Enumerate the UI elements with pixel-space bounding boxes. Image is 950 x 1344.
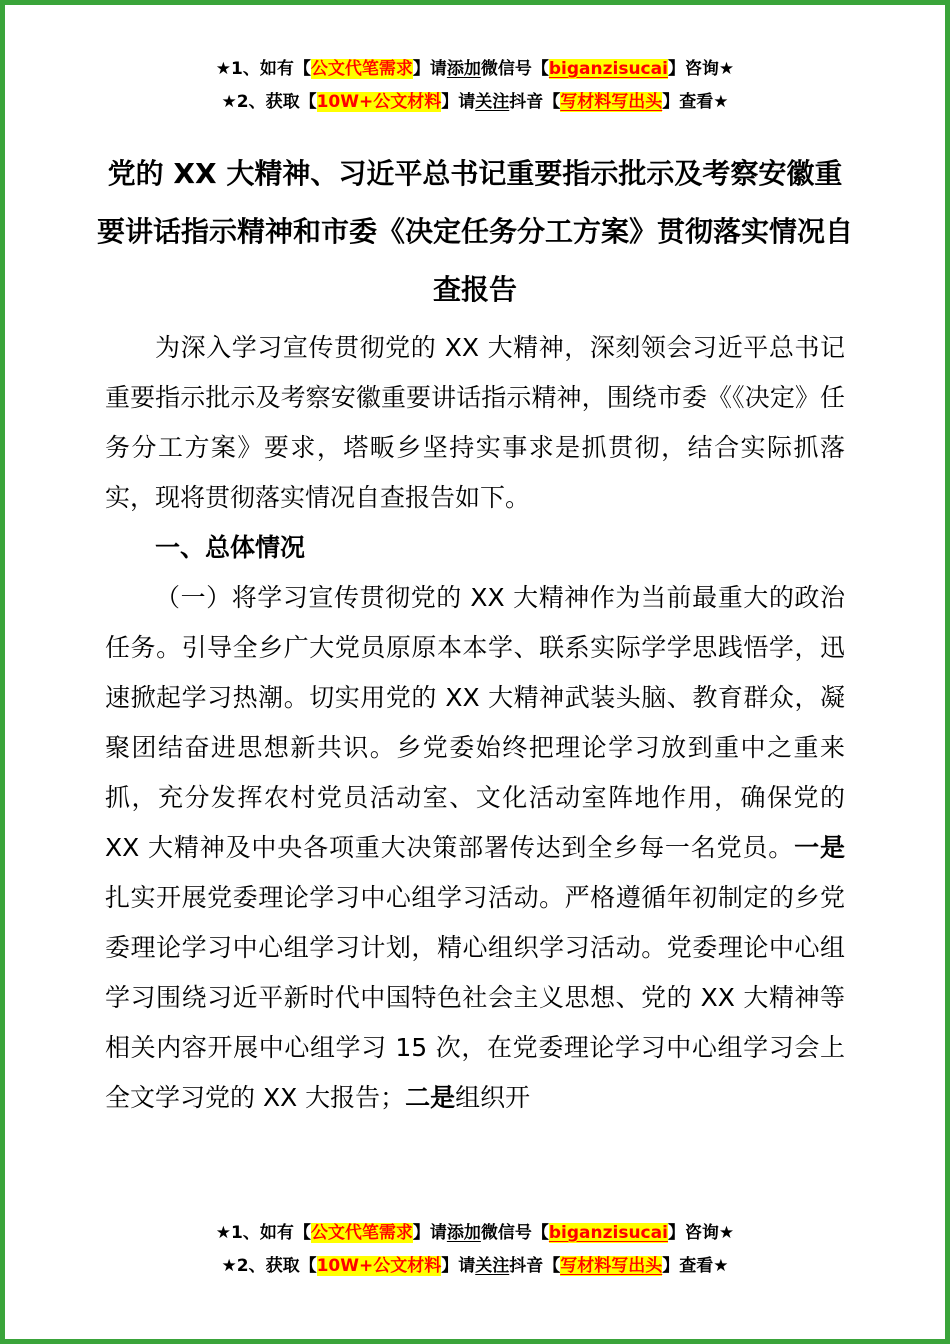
banner-segment: ★1、如有【	[215, 59, 311, 79]
banner-segment: 】请	[441, 1256, 476, 1276]
banner-segment: ★1、如有【	[215, 1223, 311, 1243]
banner-segment: 】请	[441, 92, 476, 112]
banner-segment: 抖音【	[509, 92, 561, 112]
promo-footer	[5, 1217, 945, 1283]
banner-segment: 写材料写出头	[560, 1256, 663, 1276]
banner-segment: 】请	[412, 1223, 447, 1243]
banner-segment: 】查看★	[662, 1256, 729, 1276]
banner-segment: 微信号【	[480, 59, 549, 79]
banner-segment: 10W+公文材料	[316, 92, 442, 112]
text-run: （一）将学习宣传贯彻党的 XX 大精神作为当前最重大的政治任务。引导全乡广大党员原原本本学、联系实际学学思践悟学，迅速掀起学习热潮。切实用党的 XX 大精神武装头脑、教育群众，凝聚团结奋进思想新共识。乡党委始终把理论学习放到重中之重来抓，充分发挥农村党员活动室、文化活动室阵地作用，确保党的 XX 大精神及中央各项重大决策部署传达到全乡每一名党员。	[105, 583, 845, 862]
banner-segment: 写材料写出头	[560, 92, 663, 112]
emphasis-run: 一是	[794, 833, 845, 862]
banner-segment: 】查看★	[662, 92, 729, 112]
banner-segment: 10W+公文材料	[316, 1256, 442, 1276]
detail-paragraph	[105, 573, 845, 1123]
document-body	[105, 323, 845, 1215]
promo-footer-line-1	[5, 1217, 945, 1250]
banner-segment: biganzisucai	[548, 1223, 668, 1243]
banner-segment: 】咨询★	[667, 1223, 735, 1243]
banner-segment: 公文代笔需求	[310, 59, 413, 79]
emphasis-run: 二是	[405, 1083, 456, 1112]
promo-header-line-1	[5, 53, 945, 86]
intro-paragraph: 为深入学习宣传贯彻党的 XX 大精神，深刻领会习近平总书记重要指示批示及考察安徽重要讲话指示精神，围绕市委《《决定》任务分工方案》要求，塔畈乡坚持实事求是抓贯彻，结合实际抓落实，现将贯彻落实情况自查报告如下。	[105, 333, 845, 512]
banner-segment: 抖音【	[509, 1256, 561, 1276]
text-run: 扎实开展党委理论学习中心组学习活动。严格遵循年初制定的乡党委理论学习中心组学习计划，精心组织学习活动。党委理论中心组学习围绕习近平新时代中国特色社会主义思想、党的 XX 大精神等相关内容开展中心组学习 15 次，在党委理论学习中心组学习会上全文学习党的 XX 大报告；	[105, 883, 845, 1112]
banner-segment: 微信号【	[480, 1223, 549, 1243]
banner-segment: 添加	[446, 59, 481, 79]
banner-segment: 公文代笔需求	[310, 1223, 413, 1243]
document-title: 党的 XX 大精神、习近平总书记重要指示批示及考察安徽重要讲话指示精神和市委《决定任务分工方案》贯彻落实情况自查报告	[97, 157, 854, 306]
section-heading: 一、总体情况	[155, 533, 306, 562]
banner-segment: biganzisucai	[548, 59, 668, 79]
banner-segment: 关注	[475, 92, 510, 112]
banner-segment: 关注	[475, 1256, 510, 1276]
promo-header	[5, 53, 945, 119]
banner-segment: 添加	[446, 1223, 481, 1243]
text-run: 组织开	[455, 1083, 531, 1112]
banner-segment: 】咨询★	[667, 59, 735, 79]
banner-segment: 】请	[412, 59, 447, 79]
banner-segment: ★2、获取【	[221, 92, 317, 112]
promo-header-line-2	[5, 86, 945, 119]
promo-footer-line-2	[5, 1250, 945, 1283]
banner-segment: ★2、获取【	[221, 1256, 317, 1276]
